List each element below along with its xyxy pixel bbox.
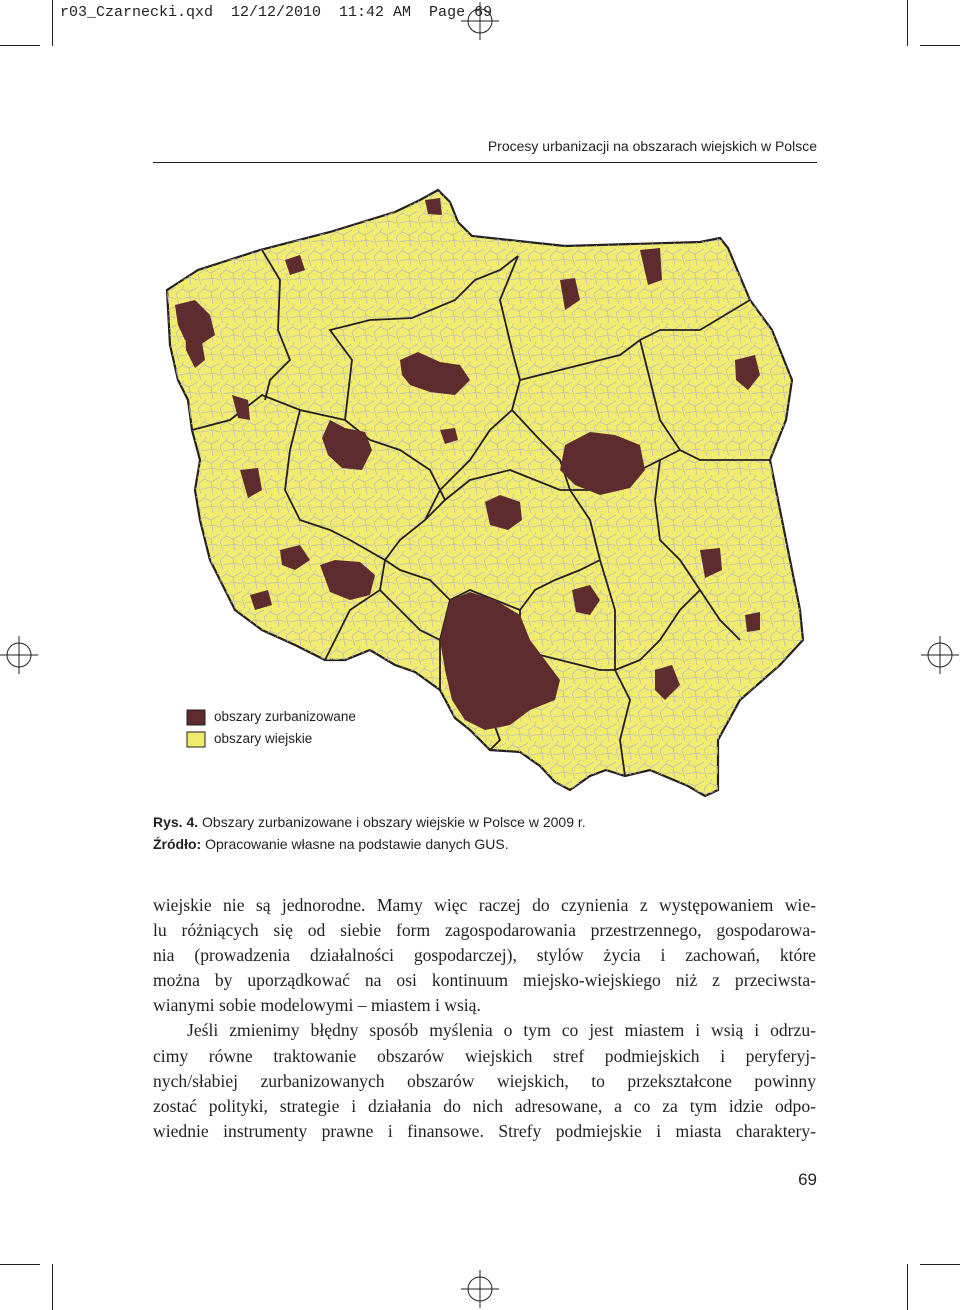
text-line: nych/słabiej zurbanizowanych obszarów wiejskich, to przekształcone powinny: [153, 1070, 816, 1091]
page-number: 69: [798, 1170, 817, 1189]
body-text: [153, 893, 816, 1144]
figure-caption: [153, 814, 586, 830]
running-head: Procesy urbanizacji na obszarach wiejskich w Polsce: [487, 138, 817, 154]
text-line: Jeśli zmienimy błędny sposób myślenia o tym co jest miastem i wsią i odrzu-: [187, 1020, 816, 1041]
text-line: można by uporządkować na osi kontinuum miejsko-wiejskiego niż z przeciwsta-: [153, 970, 816, 991]
crop-mark-bottom-right-h: [920, 1264, 960, 1265]
text-line: wianymi sobie modelowymi – miastem i wsią.: [153, 995, 481, 1016]
legend-swatch-urbanized: [187, 710, 205, 725]
text-line: wiednie instrumenty prawne i finansowe. Strefy podmiejskie i miasta charaktery-: [153, 1120, 816, 1141]
figure-title: Obszary zurbanizowane i obszary wiejskie w Polsce w 2009 r.: [198, 814, 586, 830]
source-text: Opracowanie własne na podstawie danych GUS.: [201, 836, 509, 852]
text-line: cimy równe traktowanie obszarów wiejskich stref podmiejskich i peryferyj-: [153, 1045, 816, 1066]
text-line: nia (prowadzenia działalności gospodarczej), stylów życia i zachowań, które: [153, 945, 816, 966]
text-line: zostać polityki, strategie i działania do nich adresowane, a co za tym idzie odpo-: [153, 1095, 816, 1116]
text-line: wiejskie nie są jednorodne. Mamy więc raczej do czynienia z występowaniem wie-: [153, 895, 816, 915]
registration-mark-bottom: [461, 1270, 499, 1308]
legend-label-urbanized: obszary zurbanizowane: [214, 709, 356, 724]
crop-mark-bottom-left-v: [52, 1264, 53, 1310]
print-slug: r03_Czarnecki.qxd 12/12/2010 11:42 AM Page 69: [60, 4, 493, 21]
paragraph-2: [153, 1018, 816, 1143]
text-line: lu różniących się od siebie form zagospodarowania przestrzennego, gospodarowa-: [153, 920, 816, 941]
crop-mark-bottom-right-v: [907, 1264, 908, 1310]
crop-mark-bottom-left-h: [0, 1264, 40, 1265]
figure-source: [153, 836, 509, 852]
legend-label-rural: obszary wiejskie: [214, 731, 313, 746]
legend-swatch-rural: [187, 732, 205, 747]
figure-label: Rys. 4.: [153, 814, 199, 830]
paragraph-1: [153, 893, 816, 1018]
source-label: Źródło:: [153, 836, 202, 852]
